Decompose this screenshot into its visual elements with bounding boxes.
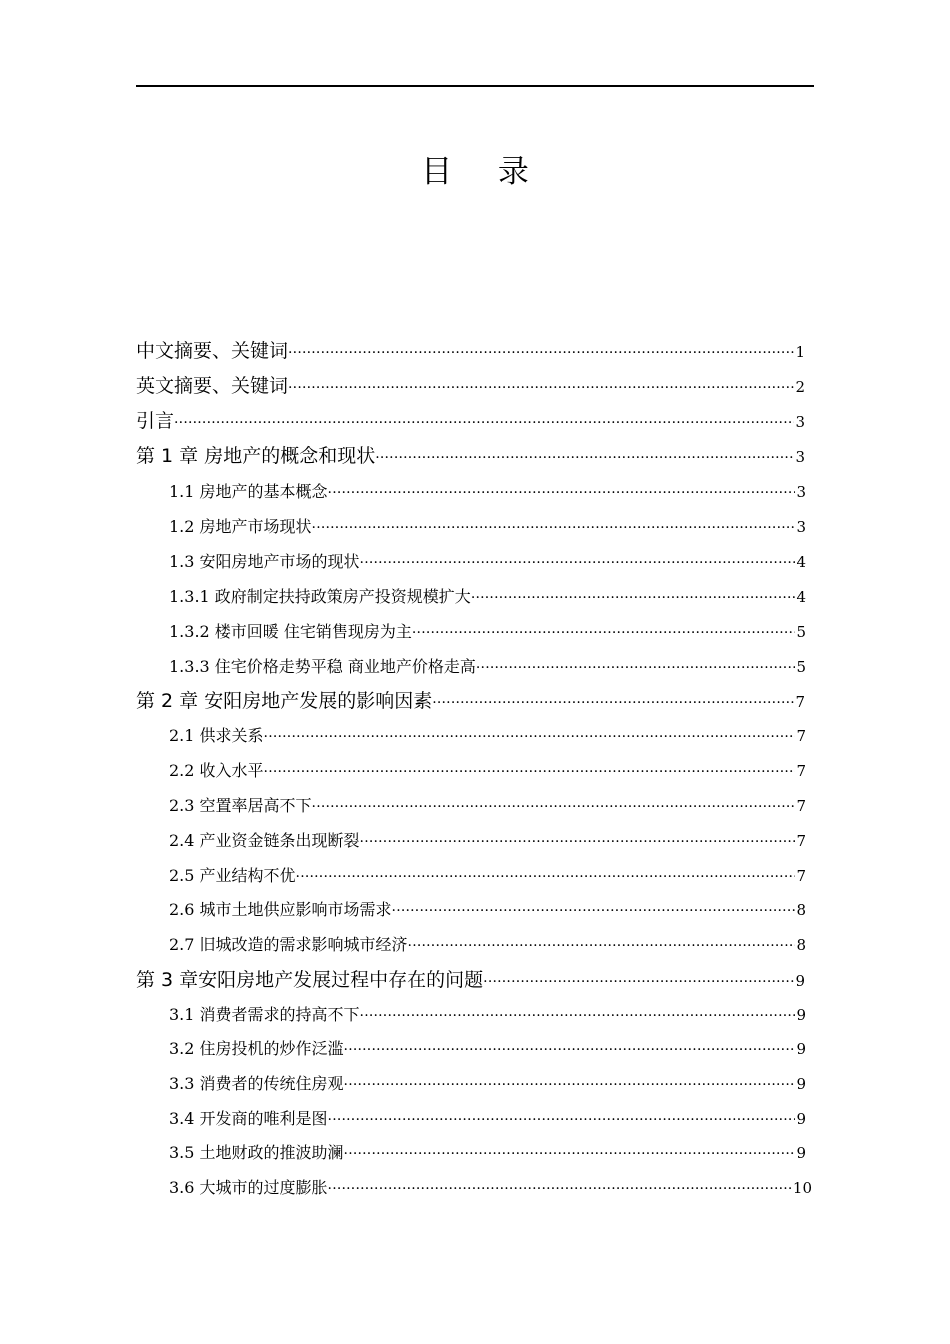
toc-entry-title: 第 1 章 房地产的概念和现状 xyxy=(136,445,376,467)
toc-entry-title: 2.4 产业资金链条出现断裂 xyxy=(169,831,360,850)
toc-page-number: 8 xyxy=(796,936,806,954)
toc-entry-title: 1.3.2 楼市回暖 住宅销售现房为主 xyxy=(169,622,412,641)
dot-leader xyxy=(174,408,794,436)
toc-section-entry[interactable] xyxy=(169,1069,806,1099)
toc-page-number: 7 xyxy=(796,867,806,885)
dot-leader xyxy=(344,1070,796,1099)
toc-section-entry[interactable] xyxy=(169,477,806,507)
toc-entry-title: 第 3 章安阳房地产发展过程中存在的问题 xyxy=(136,969,484,991)
toc-entry-title: 3.1 消费者需求的持高不下 xyxy=(169,1005,360,1024)
toc-page-number: 7 xyxy=(795,693,805,711)
dot-leader xyxy=(360,548,796,577)
dot-leader xyxy=(344,1035,796,1064)
toc-section-entry[interactable] xyxy=(169,895,806,925)
toc-page-number: 10 xyxy=(792,1179,812,1197)
toc-page-number: 5 xyxy=(796,623,806,641)
toc-entry-title: 第 2 章 安阳房地产发展的影响因素 xyxy=(136,690,433,712)
toc-page-number: 3 xyxy=(795,448,805,466)
toc-page-number: 5 xyxy=(796,658,806,676)
toc-chapter-entry[interactable] xyxy=(136,686,805,716)
toc-page-number: 9 xyxy=(796,1075,806,1093)
toc-section-entry[interactable] xyxy=(169,861,806,891)
toc-section-entry[interactable] xyxy=(169,721,806,751)
toc-page-number: 8 xyxy=(796,901,806,919)
dot-leader xyxy=(328,478,796,507)
toc-page-number: 3 xyxy=(795,413,805,431)
toc-entry-title: 1.3.3 住宅价格走势平稳 商业地产价格走高 xyxy=(169,657,476,676)
page-title: 目 录 xyxy=(421,154,547,190)
dot-leader xyxy=(476,653,796,682)
toc-entry-title: 引言 xyxy=(136,410,175,432)
toc-entry-title: 2.3 空置率居高不下 xyxy=(169,796,312,815)
dot-leader xyxy=(471,583,796,612)
dot-leader xyxy=(360,1001,796,1030)
dot-leader xyxy=(264,722,796,751)
toc-page-number: 7 xyxy=(796,727,806,745)
toc-section-entry[interactable] xyxy=(169,617,806,647)
toc-chapter-entry[interactable] xyxy=(136,965,805,995)
toc-section-entry[interactable] xyxy=(169,930,806,960)
toc-entry-title: 中文摘要、关键词 xyxy=(136,340,289,362)
toc-page-number: 9 xyxy=(795,972,805,990)
toc-section-entry[interactable] xyxy=(169,756,806,786)
toc-section-entry[interactable] xyxy=(169,1104,806,1134)
toc-entry-title: 3.2 住房投机的炒作泛滥 xyxy=(169,1039,344,1058)
toc-section-entry[interactable] xyxy=(169,582,806,612)
toc-entry-title: 3.3 消费者的传统住房观 xyxy=(169,1074,344,1093)
dot-leader xyxy=(344,1139,796,1168)
toc-page-number: 4 xyxy=(796,588,806,606)
toc-section-entry[interactable] xyxy=(169,826,806,856)
toc-entry-title: 2.2 收入水平 xyxy=(169,761,264,780)
toc-entry-title: 1.3 安阳房地产市场的现状 xyxy=(169,552,360,571)
toc-page-number: 2 xyxy=(795,378,805,396)
toc-entry-title: 1.1 房地产的基本概念 xyxy=(169,482,328,501)
toc-page-number: 3 xyxy=(796,483,806,501)
dot-leader xyxy=(392,896,796,925)
dot-leader xyxy=(483,967,794,995)
dot-leader xyxy=(312,792,796,821)
toc-entry-title: 2.1 供求关系 xyxy=(169,726,264,745)
toc-entry-title: 2.5 产业结构不优 xyxy=(169,866,296,885)
toc-entry-title: 1.3.1 政府制定扶持政策房产投资规模扩大 xyxy=(169,587,471,606)
dot-leader xyxy=(375,443,794,471)
dot-leader xyxy=(360,827,796,856)
toc-entry-title: 2.7 旧城改造的需求影响城市经济 xyxy=(169,935,408,954)
toc-page-number: 7 xyxy=(796,797,806,815)
toc-page-number: 9 xyxy=(796,1006,806,1024)
toc-chapter-entry[interactable] xyxy=(136,406,805,436)
toc-page-number: 7 xyxy=(796,832,806,850)
toc-chapter-entry[interactable] xyxy=(136,371,805,401)
dot-leader xyxy=(432,688,794,716)
dot-leader xyxy=(264,757,796,786)
toc-section-entry[interactable] xyxy=(169,1034,806,1064)
toc-chapter-entry[interactable] xyxy=(136,336,805,366)
toc-entry-title: 3.4 开发商的唯利是图 xyxy=(169,1109,328,1128)
toc-section-entry[interactable] xyxy=(169,1173,812,1203)
toc-page-number: 9 xyxy=(796,1144,806,1162)
toc-section-entry[interactable] xyxy=(169,1000,806,1030)
toc-section-entry[interactable] xyxy=(169,547,806,577)
toc-page-number: 9 xyxy=(796,1040,806,1058)
toc-entry-title: 英文摘要、关键词 xyxy=(136,375,289,397)
toc-section-entry[interactable] xyxy=(169,791,806,821)
toc-section-entry[interactable] xyxy=(169,1138,806,1168)
toc-entry-title: 3.5 土地财政的推波助澜 xyxy=(169,1143,344,1162)
dot-leader xyxy=(328,1174,792,1203)
toc-entry-title: 3.6 大城市的过度膨胀 xyxy=(169,1178,328,1197)
toc-page-number: 3 xyxy=(796,518,806,536)
toc-page-number: 4 xyxy=(796,553,806,571)
toc-section-entry[interactable] xyxy=(169,652,806,682)
toc-page-number: 9 xyxy=(796,1110,806,1128)
toc-chapter-entry[interactable] xyxy=(136,441,805,471)
dot-leader xyxy=(412,618,796,647)
toc-entry-title: 2.6 城市土地供应影响市场需求 xyxy=(169,900,392,919)
toc-page-number: 1 xyxy=(795,343,805,361)
dot-leader xyxy=(408,931,796,960)
toc-section-entry[interactable] xyxy=(169,512,806,542)
dot-leader xyxy=(296,862,796,891)
dot-leader xyxy=(312,513,796,542)
dot-leader xyxy=(288,373,794,401)
dot-leader xyxy=(328,1105,796,1134)
toc-entry-title: 1.2 房地产市场现状 xyxy=(169,517,312,536)
toc-page-number: 7 xyxy=(796,762,806,780)
dot-leader xyxy=(288,338,794,366)
